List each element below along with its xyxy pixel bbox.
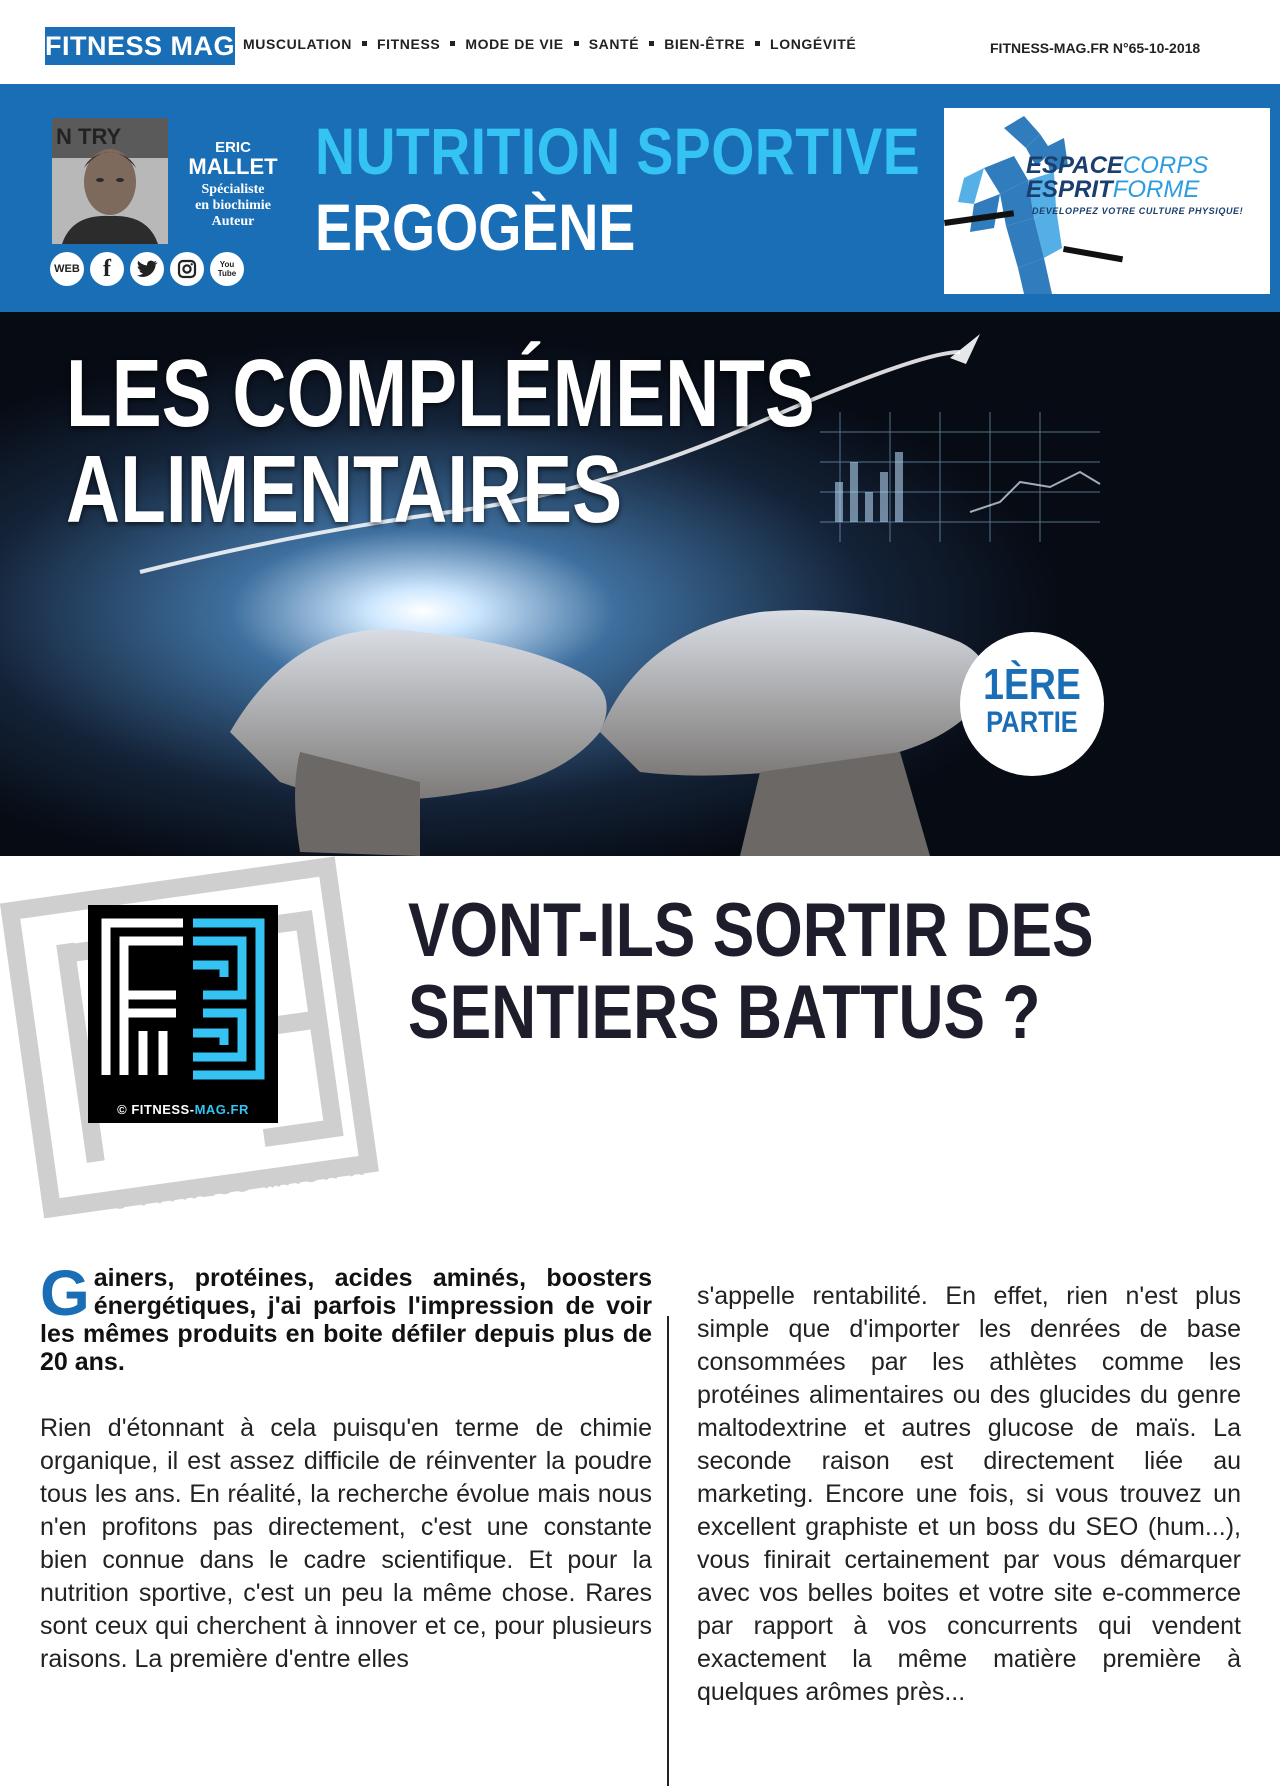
author-role-line-2: en biochimie — [195, 198, 271, 213]
author-role-line-1: Spécialiste — [201, 182, 265, 197]
section-nav — [243, 36, 856, 52]
author-first-name: ERIC — [215, 139, 251, 156]
sponsor-word-forme: FORME — [1112, 176, 1200, 203]
twitter-icon[interactable] — [130, 252, 164, 286]
article-column-right — [697, 1280, 1241, 1709]
nav-item-sante[interactable]: SANTÉ — [588, 36, 640, 52]
article-body-right: s'appelle rentabilité. En effet, rien n'est plus simple que d'importer les denrées de base consommées par les athlètes comme les protéines alimentaires ou des glucides du genre maltodextrine et autres glucose de maïs. La seconde raison est directement liée au marketing. Encore une fois, si vous trouvez un excellent graphiste et un boss du SEO (hum...), vous finirait certainement par vous démarquer avec vos belles boites et votre site e-commerce par rapport à vos concurrents qui vendent exactement la même matière première à quelques arômes près... — [697, 1282, 1241, 1706]
f3-caption-a: © FITNESS- — [117, 1102, 195, 1117]
part-badge-number: 1ÈRE — [983, 660, 1081, 709]
column-divider — [667, 1316, 669, 1786]
social-links — [50, 252, 244, 292]
part-badge-label: PARTIE — [986, 706, 1078, 739]
f3-caption-b: MAG.FR — [194, 1102, 249, 1117]
article-body-left: Rien d'étonnant à cela puisqu'en terme de chimie organique, il est assez difficile de réinventer la poudre tous les ans. En réalité, la recherche évolue mais nous n'en profitons pas directement, c'est une constante bien connue dans le cadre scientifique. Et pour la nutrition sportive, c'est un peu la même chose. Rares sont ceux qui cherchent à innover et ce, pour plusieurs raisons. La première d'entre elles — [40, 1414, 652, 1673]
nav-item-fitness[interactable]: FITNESS — [377, 36, 441, 52]
hero-title-line-1: LES COMPLÉMENTS — [66, 340, 815, 447]
sponsor-word-espace: ESPACE — [1026, 152, 1123, 179]
masthead — [0, 0, 1280, 80]
article-lead-text: ainers, protéines, acides aminés, boosters énergétiques, j'ai parfois l'impression de voir les mêmes produits en boite défiler depuis plus de 20 ans. — [40, 1264, 652, 1376]
hero-title — [66, 340, 815, 543]
youtube-label: You Tube — [217, 260, 237, 278]
hero-image — [0, 312, 1280, 856]
instagram-icon[interactable] — [170, 252, 204, 286]
article-column-left — [40, 1257, 652, 1676]
svg-text:N TRY: N TRY — [56, 124, 122, 149]
youtube-icon[interactable] — [210, 252, 244, 286]
sponsor-line-2 — [1026, 178, 1199, 202]
article-dropcap: G — [40, 1257, 90, 1329]
nav-item-longevite[interactable]: LONGÉVITÉ — [770, 36, 857, 52]
nav-item-mode-de-vie[interactable]: MODE DE VIE — [465, 36, 564, 52]
sponsor-tagline: DEVELOPPEZ VOTRE CULTURE PHYSIQUE! — [1032, 206, 1244, 216]
author-portrait — [52, 118, 168, 244]
author-info — [178, 140, 288, 230]
sponsor-ad[interactable] — [944, 108, 1270, 294]
author-role-line-3: Auteur — [211, 214, 255, 229]
article-header — [0, 84, 1280, 312]
fitness-mag-logo[interactable]: FITNESS MAG — [45, 27, 235, 65]
fitness-mag-f3-logo[interactable] — [88, 905, 278, 1123]
hero-title-line-2: ALIMENTAIRES — [66, 436, 623, 543]
article-subtitle — [408, 890, 1094, 1054]
f3-logo-caption — [88, 1102, 278, 1117]
sponsor-word-corps: CORPS — [1122, 152, 1209, 179]
subcategory-title: ERGOGÈNE — [315, 190, 636, 264]
part-badge — [960, 632, 1104, 776]
sponsor-word-esprit: ESPRIT — [1026, 176, 1113, 203]
article-subtitle-line-2: SENTIERS BATTUS ? — [408, 970, 1041, 1055]
watermark-text: © FITNESS-MAG.FR — [109, 1154, 369, 1215]
web-link-icon[interactable]: WEB — [50, 252, 84, 286]
f3-logo-graphic — [88, 905, 278, 1095]
facebook-icon[interactable]: f — [90, 252, 124, 286]
author-last-name: MALLET — [188, 154, 278, 179]
nav-item-musculation[interactable]: MUSCULATION — [243, 36, 352, 52]
category-title: NUTRITION SPORTIVE — [315, 114, 921, 188]
article-subtitle-line-1: VONT-ILS SORTIR DES — [408, 888, 1094, 973]
article-lead — [40, 1257, 652, 1376]
sponsor-line-1 — [1026, 154, 1208, 178]
nav-item-bien-etre[interactable]: BIEN-ÊTRE — [664, 36, 746, 52]
issue-number: FITNESS-MAG.FR N°65-10-2018 — [990, 40, 1201, 56]
